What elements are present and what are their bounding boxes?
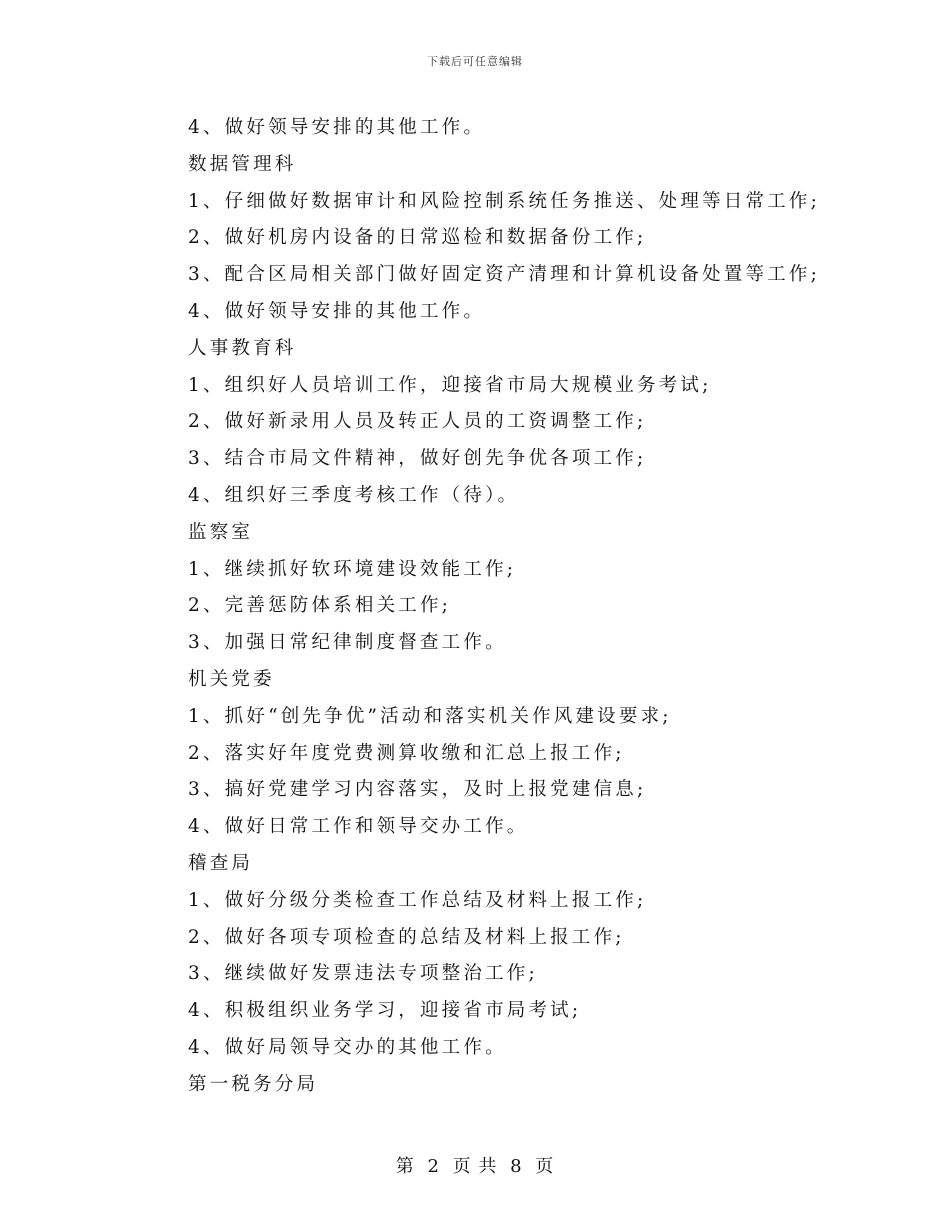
footer-prefix: 第 (395, 1156, 415, 1177)
text-line: 3、结合市局文件精神，做好创先争优各项工作; (188, 448, 647, 470)
text-line: 4、组织好三季度考核工作（待）。 (188, 484, 520, 506)
footer-total-pages: 8 (510, 1156, 523, 1177)
text-line: 2、落实好年度党费测算收缴和汇总上报工作; (188, 742, 625, 764)
text-line: 1、继续抓好软环境建设效能工作; (188, 558, 517, 580)
footer-suffix: 页 (535, 1156, 555, 1177)
text-line: 3、配合区局相关部门做好固定资产清理和计算机设备处置等工作; (188, 264, 821, 286)
text-line: 1、抓好“创先争优”活动和落实机关作风建设要求; (188, 705, 672, 727)
section-heading: 第一税务分局 (188, 1073, 319, 1095)
page-header-note: 下载后可任意编辑 (427, 55, 523, 68)
section-heading: 稽查局 (188, 852, 254, 874)
document-body (188, 110, 888, 1104)
text-line: 2、做好新录用人员及转正人员的工资调整工作; (188, 411, 647, 433)
section-heading: 机关党委 (188, 668, 275, 690)
text-line: 2、做好各项专项检查的总结及材料上报工作; (188, 926, 625, 948)
text-line: 1、仔细做好数据审计和风险控制系统任务推送、处理等日常工作; (188, 190, 821, 212)
text-line: 3、搞好党建学习内容落实，及时上报党建信息; (188, 779, 647, 801)
text-line: 4、做好日常工作和领导交办工作。 (188, 816, 529, 838)
section-heading: 数据管理科 (188, 153, 297, 175)
text-line: 3、继续做好发票违法专项整治工作; (188, 963, 538, 985)
text-line: 4、做好领导安排的其他工作。 (188, 117, 486, 138)
text-line: 4、做好局领导交办的其他工作。 (188, 1036, 507, 1058)
text-line: 1、组织好人员培训工作，迎接省市局大规模业务考试; (188, 374, 712, 396)
page-number-footer (0, 1152, 950, 1178)
text-line: 2、做好机房内设备的日常巡检和数据备份工作; (188, 227, 647, 249)
text-line: 4、做好领导安排的其他工作。 (188, 300, 486, 322)
section-heading: 监察室 (188, 521, 254, 543)
text-line: 2、完善惩防体系相关工作; (188, 595, 452, 617)
text-line: 3、加强日常纪律制度督查工作。 (188, 632, 507, 654)
section-heading: 人事教育科 (188, 337, 297, 359)
footer-current-page: 2 (427, 1156, 440, 1177)
footer-middle: 页 共 (452, 1156, 498, 1177)
text-line: 4、积极组织业务学习，迎接省市局考试; (188, 1000, 582, 1022)
text-line: 1、做好分级分类检查工作总结及材料上报工作; (188, 889, 647, 911)
